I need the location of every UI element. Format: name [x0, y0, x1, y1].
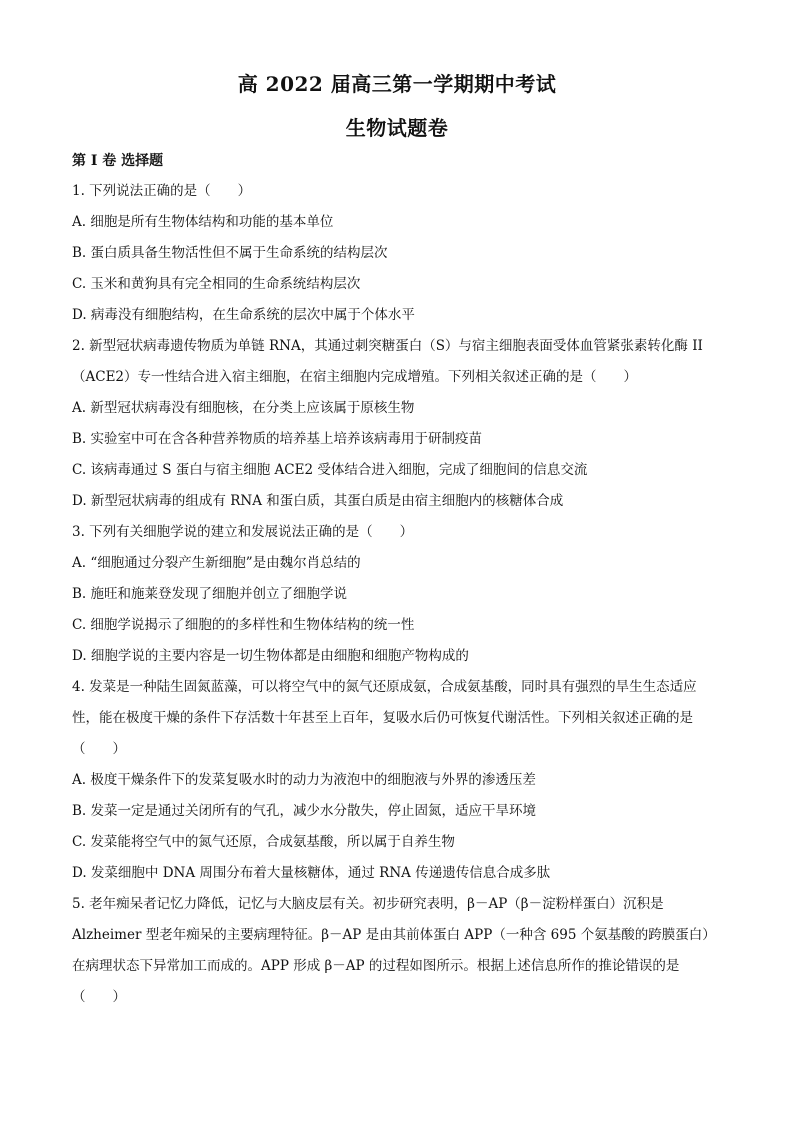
question-2-option-c: C. 该病毒通过 S 蛋白与宿主细胞 ACE2 受体结合进入细胞，完成了细胞间的信息交流 [72, 462, 588, 478]
question-3-option-d: D. 细胞学说的主要内容是一切生物体都是由细胞和细胞产物构成的 [72, 648, 469, 664]
question-1-option-a: A. 细胞是所有生物体结构和功能的基本单位 [72, 214, 334, 230]
question-1-stem: 1. 下列说法正确的是（ ） [72, 183, 252, 199]
question-4-stem-line-1: 4. 发菜是一种陆生固氮蓝藻，可以将空气中的氮气还原成氨，合成氨基酸，同时具有强烈的旱生生态适应 [72, 679, 697, 695]
question-3-option-c: C. 细胞学说揭示了细胞的的多样性和生物体结构的统一性 [72, 617, 415, 633]
question-1-option-c: C. 玉米和黄狗具有完全相同的生命系统结构层次 [72, 276, 361, 292]
question-4-option-d: D. 发菜细胞中 DNA 周围分布着大量核糖体，通过 RNA 传递遗传信息合成多肽 [72, 865, 551, 881]
question-5-stem-line-2: Alzheimer 型老年痴呆的主要病理特征。β－AP 是由其前体蛋白 APP（一种含 695 个氨基酸的跨膜蛋白） [72, 927, 716, 943]
question-5-answer-blank: （ ） [72, 989, 126, 1005]
question-2-stem-line-2: （ACE2）专一性结合进入宿主细胞，在宿主细胞内完成增殖。下列相关叙述正确的是（ ） [72, 369, 638, 385]
question-4-option-c: C. 发菜能将空气中的氮气还原，合成氨基酸，所以属于自养生物 [72, 834, 455, 850]
question-3-option-a: A. “细胞通过分裂产生新细胞”是由魏尔肖总结的 [72, 555, 361, 571]
section-heading: 第 I 卷 选择题 [72, 153, 164, 169]
question-2-option-b: B. 实验室中可在含各种营养物质的培养基上培养该病毒用于研制疫苗 [72, 431, 483, 447]
exam-title: 高 2022 届高三第一学期期中考试 [237, 72, 557, 96]
question-2-option-d: D. 新型冠状病毒的组成有 RNA 和蛋白质，其蛋白质是由宿主细胞内的核糖体合成 [72, 493, 564, 509]
question-3-option-b: B. 施旺和施莱登发现了细胞并创立了细胞学说 [72, 586, 348, 602]
question-1-option-d: D. 病毒没有细胞结构，在生命系统的层次中属于个体水平 [72, 307, 415, 323]
question-2-stem-line-1: 2. 新型冠状病毒遗传物质为单链 RNA，其通过刺突糖蛋白（S）与宿主细胞表面受体血管紧张素转化酶 II [72, 338, 703, 354]
exam-subtitle: 生物试题卷 [345, 116, 449, 140]
question-2-option-a: A. 新型冠状病毒没有细胞核，在分类上应该属于原核生物 [72, 400, 415, 416]
question-5-stem-line-1: 5. 老年痴呆者记忆力降低，记忆与大脑皮层有关。初步研究表明，β－AP（β－淀粉样蛋白）沉积是 [72, 896, 664, 912]
question-1-option-b: B. 蛋白质具备生物活性但不属于生命系统的结构层次 [72, 245, 388, 261]
question-3-stem: 3. 下列有关细胞学说的建立和发展说法正确的是（ ） [72, 524, 414, 540]
question-4-option-a: A. 极度干燥条件下的发菜复吸水时的动力为液泡中的细胞液与外界的渗透压差 [72, 772, 536, 788]
question-4-stem-line-2: 性，能在极度干燥的条件下存活数十年甚至上百年，复吸水后仍可恢复代谢活性。下列相关叙述正确的是 [72, 710, 693, 726]
question-4-option-b: B. 发菜一定是通过关闭所有的气孔，减少水分散失，停止固氮，适应干旱环境 [72, 803, 537, 819]
question-5-stem-line-3: 在病理状态下异常加工而成的。APP 形成 β－AP 的过程如图所示。根据上述信息所作的推论错误的是 [72, 958, 680, 974]
question-4-answer-blank: （ ） [72, 741, 126, 757]
